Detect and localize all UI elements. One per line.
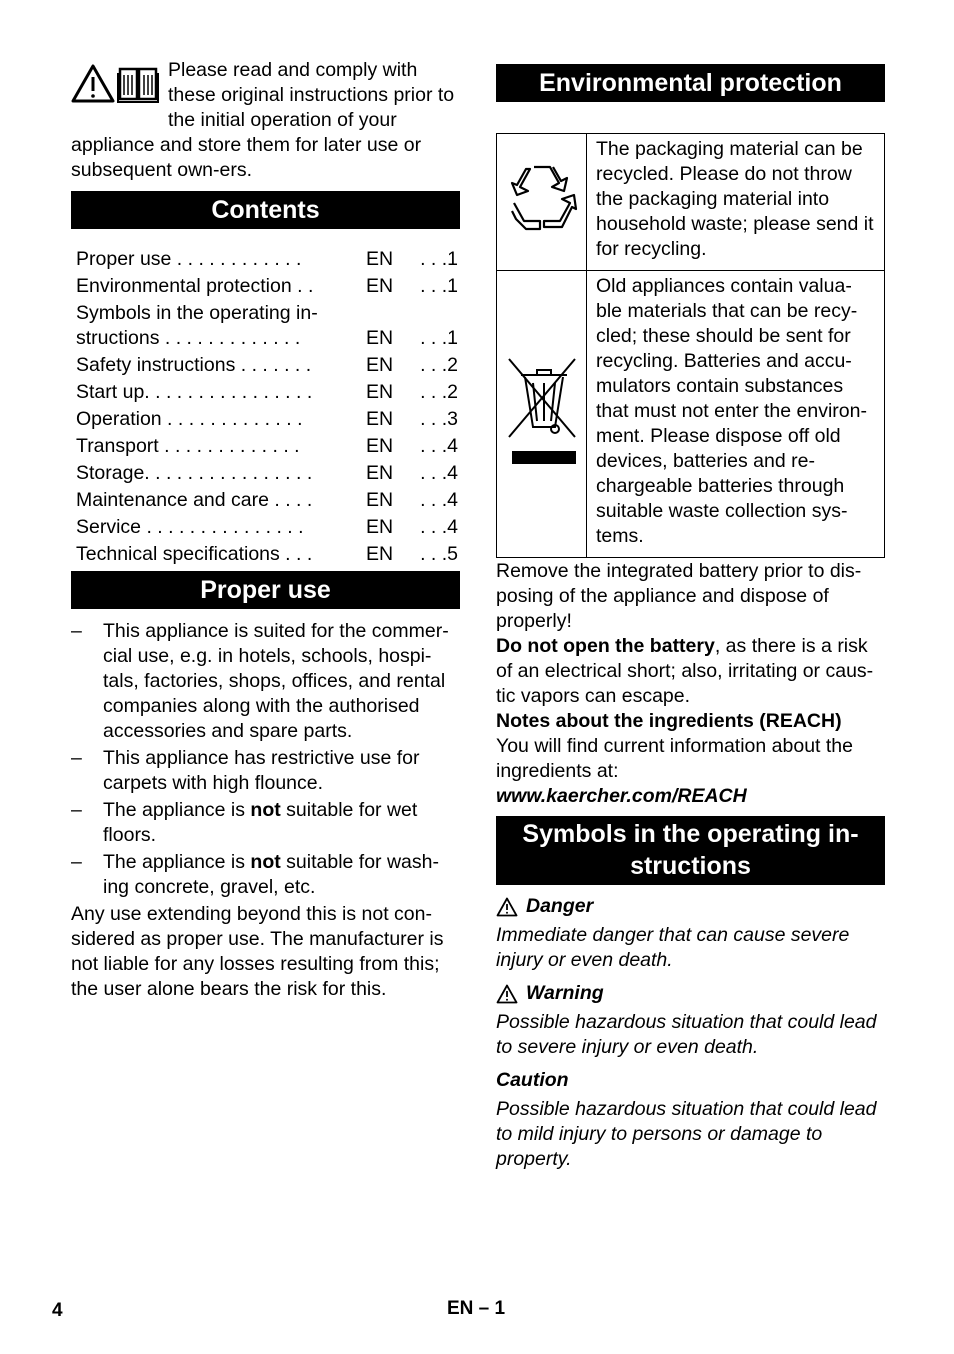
reach-heading: Notes about the ingredients (REACH) — [496, 710, 842, 732]
caution-text: Possible hazardous situation that could lead to mild injury to persons or damage to property. — [496, 1098, 877, 1170]
list-item: – This appliance is suited for the commer-cial use, e.g. in hotels, schools, hospi-tals, factories, shops, offices, and rental companies along with the authorised accessories and spare parts. — [71, 620, 449, 742]
manual-book-icon — [117, 65, 159, 103]
list-item: – The appliance is not suitable for wet floors. — [71, 799, 418, 846]
proper-use-closing: Any use extending beyond this is not con-sidered as proper use. The manufacturer is not liable for any losses resulting from this; the user alone bears the risk for this. — [71, 903, 444, 1000]
recycle-cell — [497, 134, 587, 271]
battery-removal-text: Remove the integrated battery prior to dis-posing of the appliance and dispose of properly! — [496, 560, 862, 632]
table-of-contents — [71, 247, 460, 567]
toc-row[interactable]: Storage. . . . . . . . . . . . . . . . EN . . .4 — [76, 462, 458, 484]
reach-text: You will find current information about the ingredients at: — [496, 735, 853, 782]
toc-row[interactable]: Service . . . . . . . . . . . . . . . EN . . .4 — [76, 516, 458, 538]
toc-row[interactable]: Start up. . . . . . . . . . . . . . . . EN . . .2 — [76, 381, 458, 403]
proper-use-heading: Proper use — [71, 571, 460, 609]
toc-row[interactable]: Proper use . . . . . . . . . . . . EN . . .1 — [76, 248, 458, 270]
danger-text: Immediate danger that can cause severe injury or even death. — [496, 924, 850, 971]
toc-row[interactable]: Transport . . . . . . . . . . . . . EN . . .4 — [76, 435, 458, 457]
proper-use-list — [71, 619, 460, 900]
toc-row[interactable]: Technical specifications . . . EN . . .5 — [76, 543, 458, 565]
caution-label: Caution — [496, 1069, 569, 1091]
toc-row[interactable]: Operation . . . . . . . . . . . . . EN . . .3 — [76, 408, 458, 430]
warning-triangle-icon — [496, 984, 518, 1004]
intro-text: Please read and comply with these original instructions prior to the initial operation of your appliance and store them for later use or subsequent own-ers. — [71, 59, 455, 181]
page-label: EN – 1 — [447, 1298, 506, 1319]
warning-label: Warning — [496, 981, 885, 1006]
right-column — [496, 64, 885, 1172]
intro-icons — [71, 64, 163, 110]
warning-triangle-icon — [496, 897, 518, 917]
list-item: – This appliance has restrictive use for carpets with high flounce. — [71, 747, 420, 794]
left-column — [71, 58, 460, 1002]
crossed-bin-icon — [503, 355, 581, 467]
toc-row[interactable]: Symbols in the operating in-structions . . . . . . . . . . . . . EN . . .1 — [76, 302, 458, 349]
symbols-heading: Symbols in the operating in-structions — [496, 816, 885, 885]
warning-text: Possible hazardous situation that could lead to severe injury or even death. — [496, 1011, 877, 1058]
reach-link[interactable]: www.kaercher.com/REACH — [496, 785, 747, 807]
packaging-text: The packaging material can be recycled. Please do not throw the packaging material into household waste; please send it for recycling. — [587, 134, 885, 271]
env-table — [496, 133, 885, 558]
weee-cell — [497, 271, 587, 558]
page-number: 4 — [52, 1300, 63, 1321]
toc-row[interactable]: Safety instructions . . . . . . . EN . . .2 — [76, 354, 458, 376]
old-appliances-text: Old appliances contain valua-ble materials that can be recy-cled; these should be sent for recycling. Batteries and accu-mulators contain substances that must not enter the environ-ment. Please dispose off old devices, batteries and re-chargeable batteries through suitable waste collection sys-tems. — [587, 271, 885, 558]
intro-paragraph — [71, 58, 460, 183]
toc-row[interactable]: Maintenance and care . . . . EN . . .4 — [76, 489, 458, 511]
battery-warning: Do not open the battery, as there is a risk of an electrical short; also, irritating or caus-tic vapors can escape. — [496, 635, 874, 707]
contents-heading: Contents — [71, 191, 460, 229]
env-heading: Environmental protection — [496, 64, 885, 102]
danger-label: Danger — [496, 894, 885, 919]
list-item: – The appliance is not suitable for wash-ing concrete, gravel, etc. — [71, 851, 439, 898]
toc-row[interactable]: Environmental protection . . EN . . .1 — [76, 275, 458, 297]
recycle-icon — [504, 159, 580, 239]
